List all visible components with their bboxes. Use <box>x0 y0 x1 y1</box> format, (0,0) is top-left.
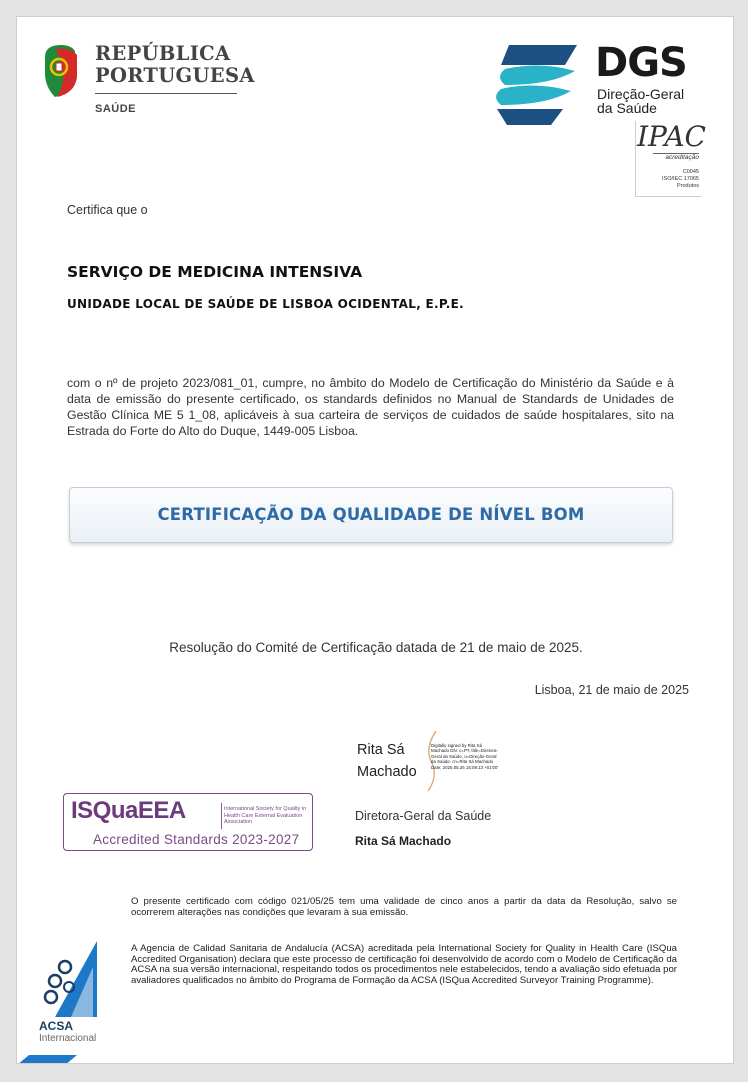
signature-name: Rita Sá Machado <box>357 742 417 780</box>
republica-portuguesa-name: REPÚBLICA PORTUGUESA <box>95 42 255 87</box>
acsa-statement: A Agencia de Calidad Sanitaria de Andalucía (ACSA) acreditada pela International Society for Quality in Health Care (ISQua Accredited Organisation) declara que este processo de certificação foi desenvolvido de acordo com o Modelo de Certificação da ACSA na sua versão internacional, respeitando todos os procedimentos nele estabelecidos, tendo a avaliação sido efetuada por avaliadores qualificados no âmbito do Programa de Formação da ACSA (ISQua Accredited Surveyor Training Programme). <box>131 943 677 986</box>
isqua-logo-text: ISQuaEEA <box>71 797 186 824</box>
republica-portuguesa-emblem <box>41 43 81 99</box>
header-divider <box>95 93 237 94</box>
digital-signature-details: Digitally signed by Rita Sá Machado DN: c=PT, title=Diretora-Geral da Saúde, o=Direção-Geral da Saúde, cn=Rita Sá Machado Date: 2025.05.26 15:09:13 +01'00' <box>431 743 499 770</box>
dgs-title: DGS <box>595 40 687 86</box>
isqua-accredited-standards: Accredited Standards 2023-2027 <box>93 832 300 847</box>
ipac-accreditation-label: acreditação <box>653 153 699 161</box>
place-and-date: Lisboa, 21 de maio de 2025 <box>534 683 689 697</box>
validity-note: O presente certificado com código 021/05/25 tem uma validade de cinco anos a partir da data da Resolução, salvo se ocorrerem alterações nas condições que levaram à sua emissão. <box>131 896 677 918</box>
isqua-description: International Society for Quality in Health Care External Evaluation Association <box>224 806 307 825</box>
unit-name: UNIDADE LOCAL DE SAÚDE DE LISBOA OCIDENTAL, E.P.E. <box>67 297 464 311</box>
certificate-page <box>16 16 734 1064</box>
acsa-subtitle: Internacional <box>39 1033 97 1044</box>
resolution-statement: Resolução do Comité de Certificação datada de 21 de maio de 2025. <box>169 640 583 655</box>
acsa-logo-graphic <box>35 937 105 1017</box>
signatory-name: Rita Sá Machado <box>355 834 452 848</box>
ipac-logo: IPAC <box>637 120 706 153</box>
dgs-subtitle: Direção-Geral da Saúde <box>597 86 685 116</box>
service-name: SERVIÇO DE MEDICINA INTENSIVA <box>67 263 363 281</box>
corner-accent <box>17 1027 77 1064</box>
signatory-title: Diretora-Geral da Saúde <box>355 809 492 823</box>
ipac-details: C0045 ISO/IEC 17065 Produtos <box>662 169 699 189</box>
dgs-logo-graphic <box>491 41 585 127</box>
isqua-separator <box>221 803 222 829</box>
certifies-intro: Certifica que o <box>67 203 148 217</box>
certification-level-banner: CERTIFICAÇÃO DA QUALIDADE DE NÍVEL BOM <box>69 487 673 543</box>
republica-sub-label: SAÚDE <box>95 103 137 115</box>
certificate-body: com o nº de projeto 2023/081_01, cumpre, no âmbito do Modelo de Certificação do Ministério da Saúde e à data de emissão do presente certificado, os standards definidos no Manual de Standards de Unidades de Gestão Clínica ME 5 1_08, aplicáveis à sua carteira de serviços de cuidados de saúde hospitalares, sito na Estrada do Forte do Alto do Duque, 1449-005 Lisboa. <box>67 376 674 438</box>
acsa-name: ACSA <box>39 1019 74 1033</box>
